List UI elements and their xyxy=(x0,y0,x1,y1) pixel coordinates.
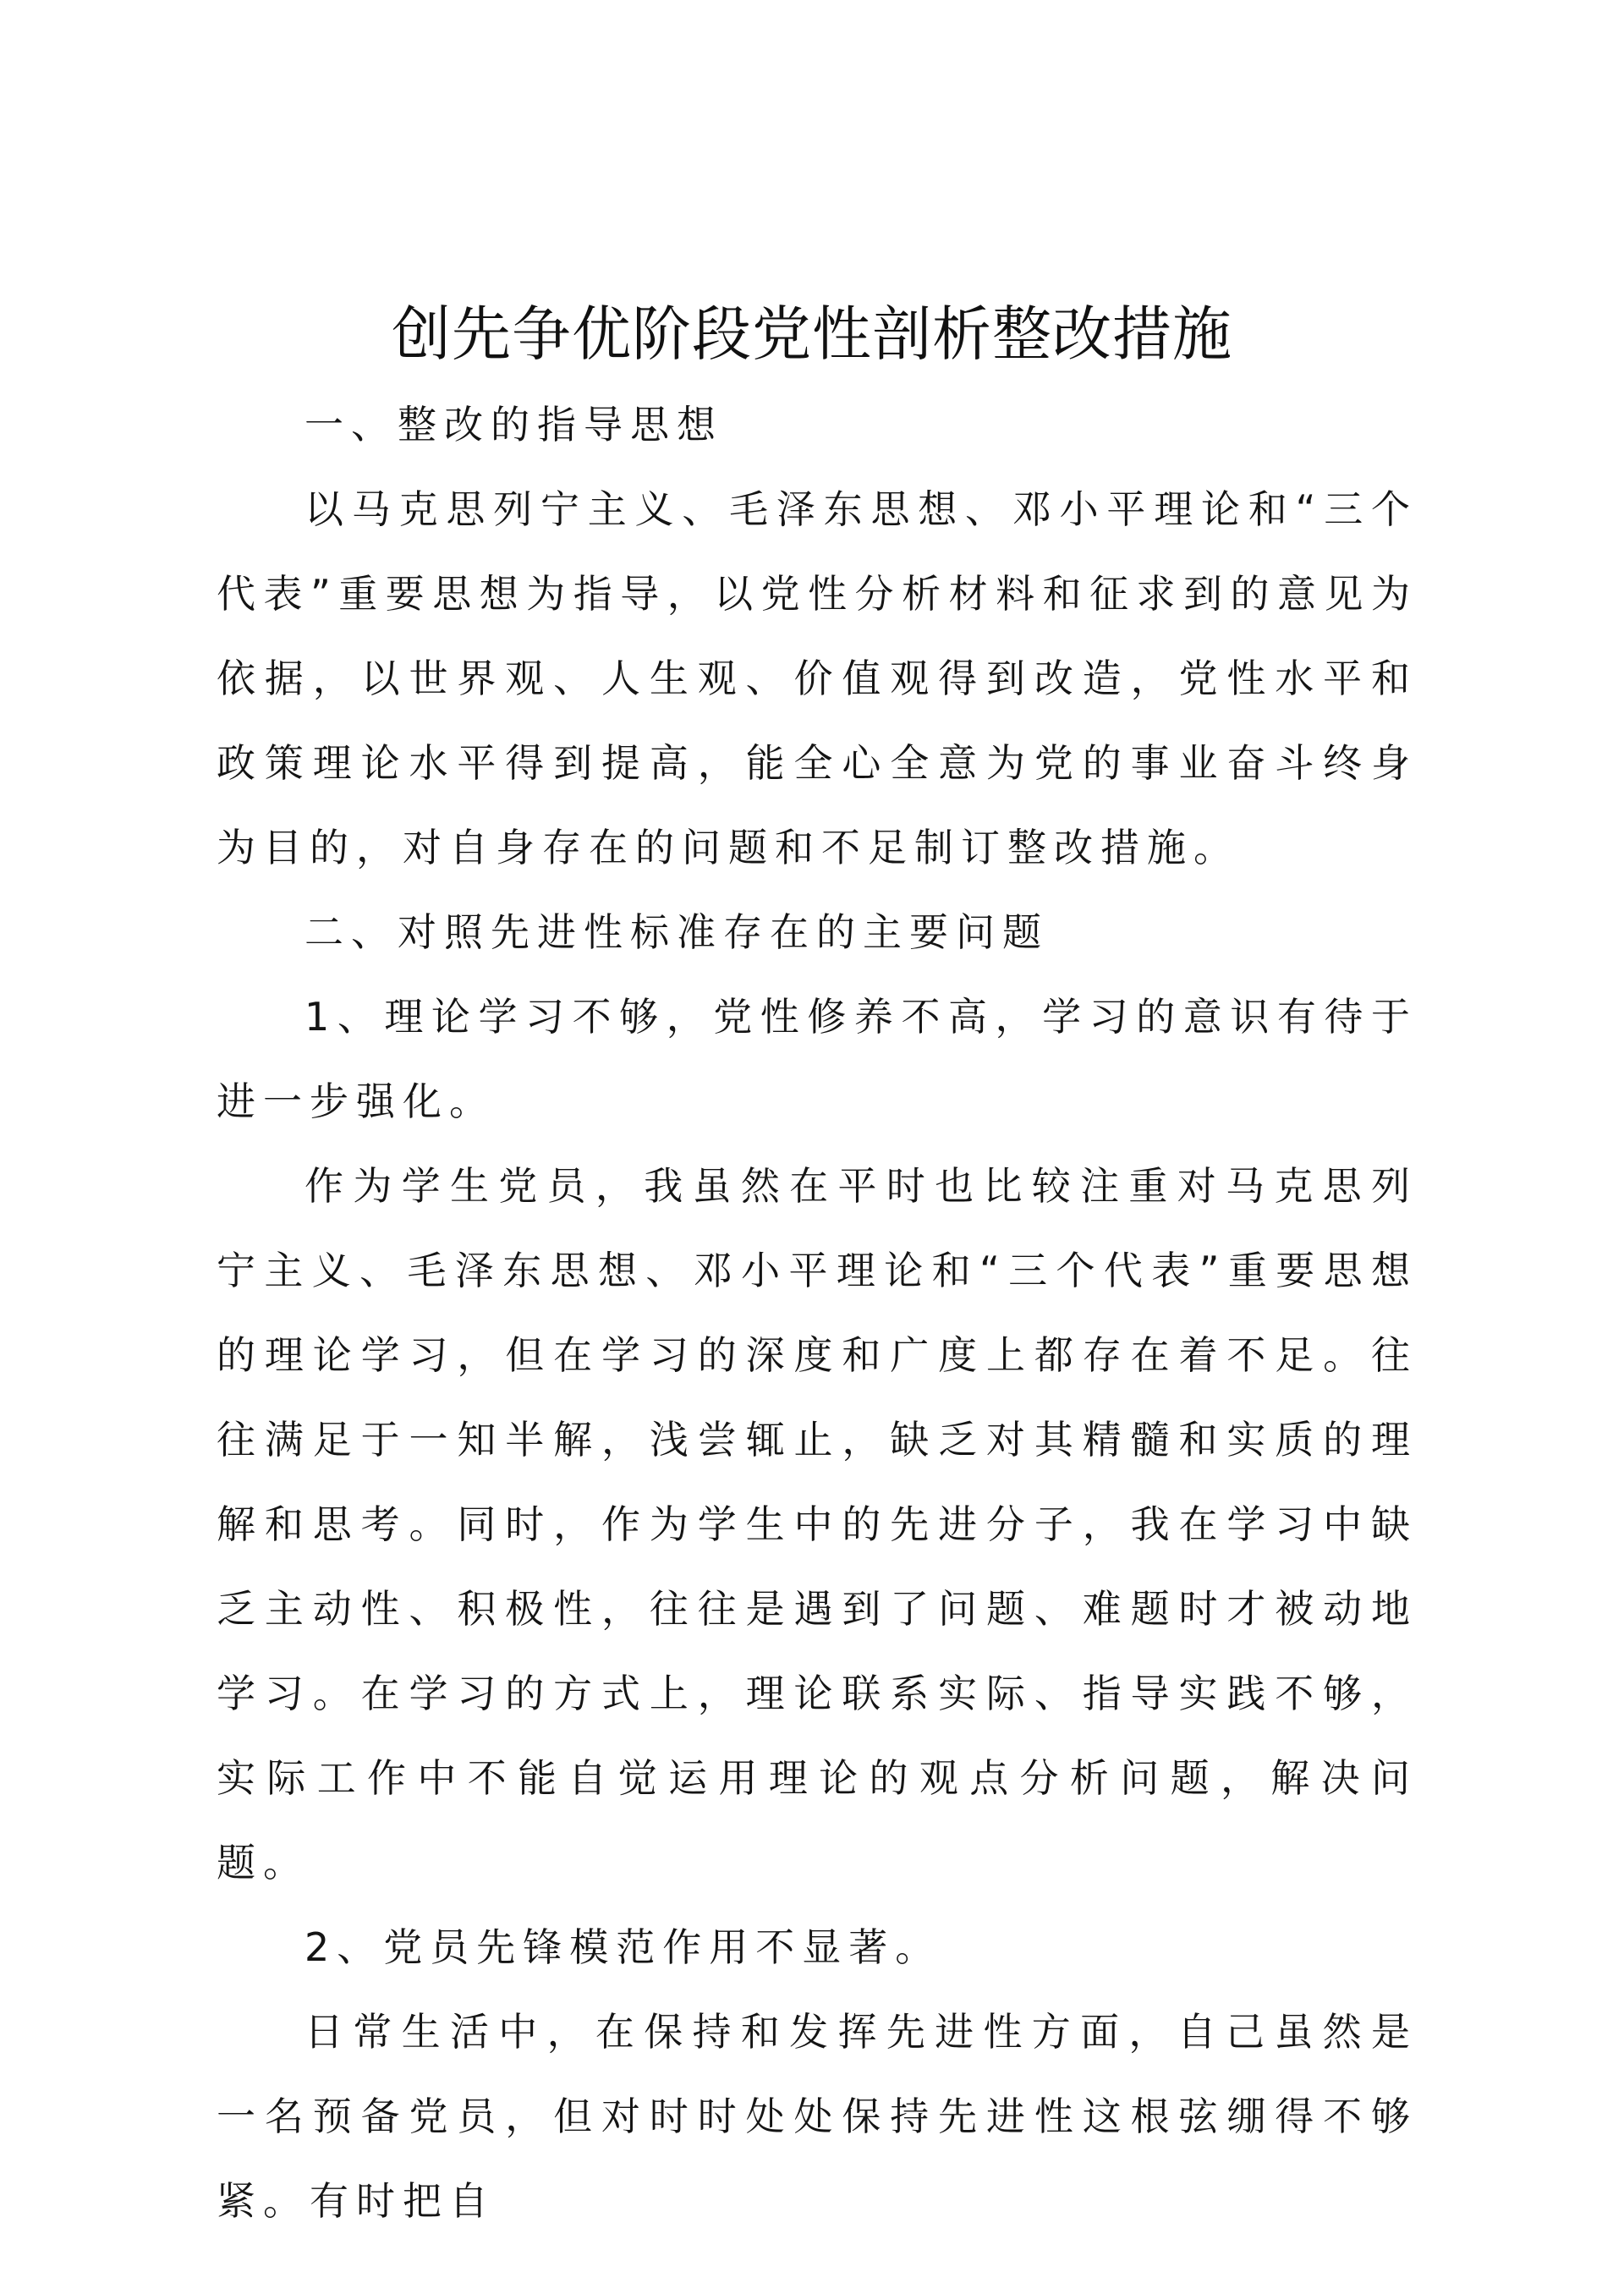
document-title: 创先争优阶段党性剖析整改措施 xyxy=(392,299,1232,369)
problem-heading-1: 1、理论学习不够，党性修养不高，学习的意识有待于进一步强化。 xyxy=(217,994,1418,1124)
paragraph-problem-2: 日常生活中，在保持和发挥先进性方面，自己虽然是一名预备党员，但对时时处处保持先进性这根弦绷得不够紧。有时把自 xyxy=(217,2009,1418,2224)
document-body xyxy=(217,382,1418,2243)
paragraph-problem-1: 作为学生党员，我虽然在平时也比较注重对马克思列宁主义、毛泽东思想、邓小平理论和“三个代表”重要思想的理论学习，但在学习的深度和广度上都存在着不足。往往满足于一知半解，浅尝辄止，缺乏对其精髓和实质的理解和思考。同时，作为学生中的先进分子，我在学习中缺乏主动性、积极性，往往是遇到了问题、难题时才被动地学习。在学习的方式上，理论联系实际、指导实践不够，实际工作中不能自觉运用理论的观点分析问题，解决问题。 xyxy=(217,1163,1418,1885)
section-heading-main-problems: 二、对照先进性标准存在的主要问题 xyxy=(304,909,1049,955)
problem-heading-2: 2、党员先锋模范作用不显著。 xyxy=(304,1924,942,1970)
paragraph-guiding-ideology: 以马克思列宁主义、毛泽东思想、邓小平理论和“三个代表”重要思想为指导，以党性分析材料和征求到的意见为依据，以世界观、人生观、价值观得到改造，党性水平和政策理论水平得到提高，能全心全意为党的事业奋斗终身为目的，对自身存在的问题和不足制订整改措施。 xyxy=(217,486,1418,870)
section-heading-guiding-ideology: 一、整改的指导思想 xyxy=(304,402,723,447)
